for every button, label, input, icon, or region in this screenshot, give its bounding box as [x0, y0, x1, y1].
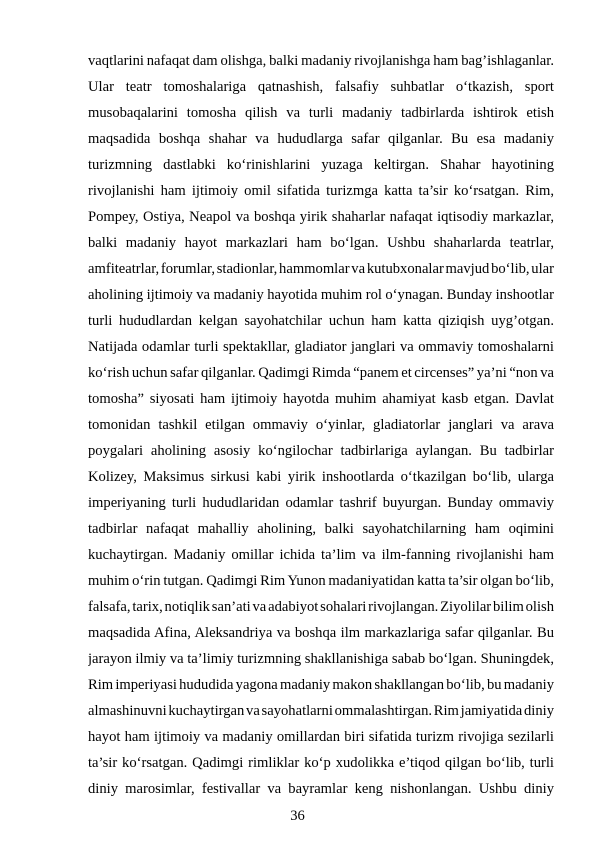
text-line: turli hududlardan kelgan sayohatchilar uchun ham katta qiziqish uyg’otgan.: [88, 313, 554, 329]
text-line: Rim imperiyasi hududida yagona madaniy makon shakllangan bo‘lib, bu madaniy: [88, 677, 554, 693]
text-line: hayot ham ijtimoiy va madaniy omillardan biri sifatida turizm rivojiga sezilarli: [88, 729, 554, 745]
text-line: poygalari aholining asosiy ko‘ngilochar tadbirlariga aylangan. Bu tadbirlar: [88, 443, 554, 459]
text-line: vaqtlarini nafaqat dam olishga, balki madaniy rivojlanishga ham bag’ishlaganlar.: [88, 53, 554, 69]
text-line: tadbirlar nafaqat mahalliy aholining, balki sayohatchilarning ham oqimini: [88, 521, 554, 537]
text-line: almashinuvni kuchaytirgan va sayohatlarni ommalashtirgan. Rim jamiyatida diniy: [88, 703, 554, 719]
page-number: 36: [290, 808, 305, 824]
text-line: falsafa, tarix, notiqlik san’ati va adabiyot sohalari rivojlangan. Ziyolilar bilim olish: [88, 599, 554, 615]
text-line: turizmning dastlabki ko‘rinishlarini yuzaga keltirgan. Shahar hayotining: [88, 157, 554, 173]
document-body: [88, 48, 554, 797]
text-line: tomosha” siyosati ham ijtimoiy hayotda muhim ahamiyat kasb etgan. Davlat: [88, 391, 554, 407]
text-line: amfiteatrlar, forumlar, stadionlar, hammomlar va kutubxonalar mavjud bo‘lib, ular: [88, 261, 554, 277]
text-line: rivojlanishi ham ijtimoiy omil sifatida turizmga katta ta’sir ko‘rsatgan. Rim,: [88, 183, 554, 199]
text-line: diniy marosimlar, festivallar va bayramlar keng nishonlangan. Ushbu diniy: [88, 781, 554, 797]
text-line: musobaqalarini tomosha qilish va turli madaniy tadbirlarda ishtirok etish: [88, 105, 554, 121]
text-line: muhim o‘rin tutgan. Qadimgi Rim Yunon madaniyatidan katta ta’sir olgan bo‘lib,: [88, 573, 554, 589]
text-line: ko‘rish uchun safar qilganlar. Qadimgi Rimda “panem et circenses” ya’ni “non va: [88, 365, 554, 381]
text-line: balki madaniy hayot markazlari ham bo‘lgan. Ushbu shaharlarda teatrlar,: [88, 235, 554, 251]
text-line: tomonidan tashkil etilgan ommaviy o‘yinlar, gladiatorlar janglari va arava: [88, 417, 554, 433]
text-line: jarayon ilmiy va ta’limiy turizmning shakllanishiga sabab bo‘lgan. Shuningdek,: [88, 651, 554, 667]
text-line: maqsadida boshqa shahar va hududlarga safar qilganlar. Bu esa madaniy: [88, 131, 554, 147]
text-line: imperiyaning turli hududlaridan odamlar tashrif buyurgan. Bunday ommaviy: [88, 495, 554, 511]
text-line: kuchaytirgan. Madaniy omillar ichida ta’lim va ilm-fanning rivojlanishi ham: [88, 547, 554, 563]
text-line: aholining ijtimoiy va madaniy hayotida muhim rol o‘ynagan. Bunday inshootlar: [88, 287, 554, 303]
text-line: Ular teatr tomoshalariga qatnashish, falsafiy suhbatlar o‘tkazish, sport: [88, 79, 554, 95]
text-line: Pompey, Ostiya, Neapol va boshqa yirik shaharlar nafaqat iqtisodiy markazlar,: [88, 209, 554, 225]
text-line: Natijada odamlar turli spektakllar, gladiator janglari va ommaviy tomoshalarni: [88, 339, 554, 355]
text-line: ta’sir ko‘rsatgan. Qadimgi rimliklar ko‘p xudolikka e’tiqod qilgan bo‘lib, turli: [88, 755, 554, 771]
text-line: Kolizey, Maksimus sirkusi kabi yirik inshootlarda o‘tkazilgan bo‘lib, ularga: [88, 469, 554, 485]
text-line: maqsadida Afina, Aleksandriya va boshqa ilm markazlariga safar qilganlar. Bu: [88, 625, 554, 641]
